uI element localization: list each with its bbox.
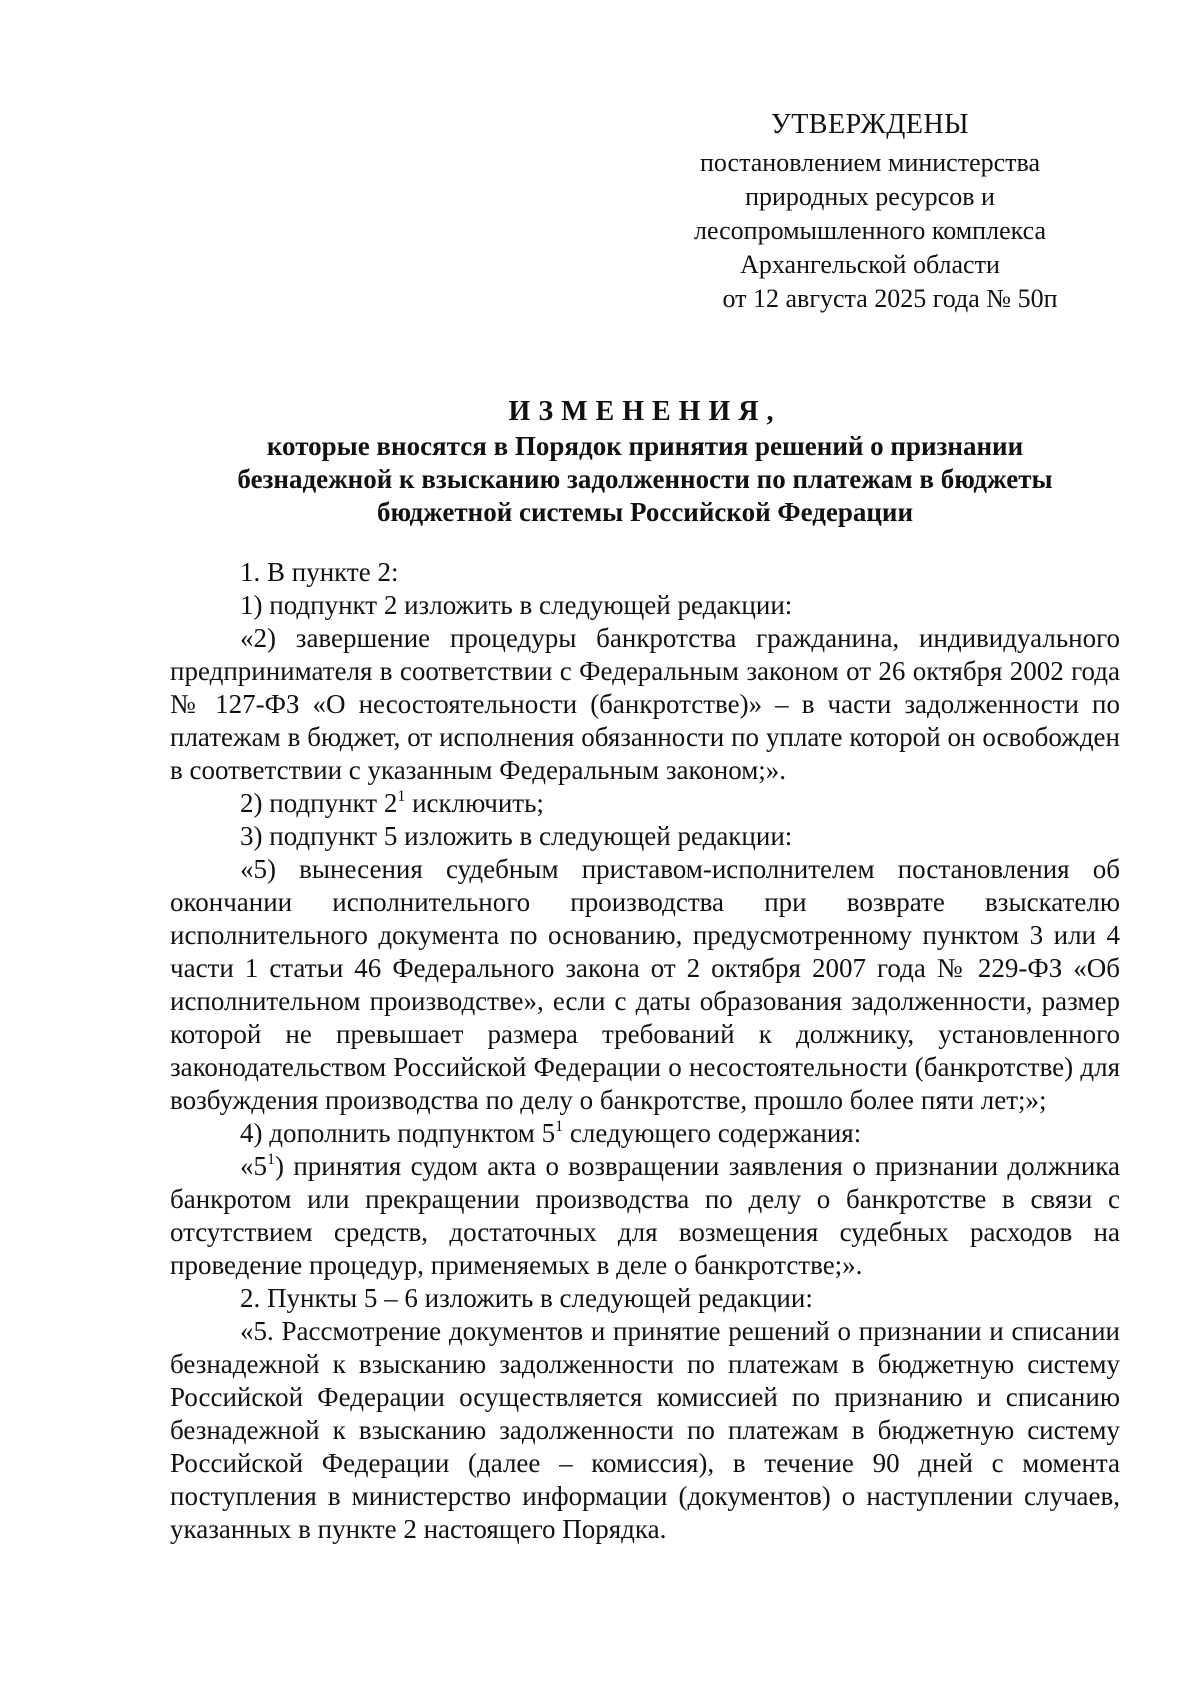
- paragraph-4-text: 2) подпункт 2: [240, 788, 398, 818]
- paragraph-1: 1. В пункте 2:: [240, 557, 399, 587]
- paragraph-6: «5) вынесения судебным приставом-исполнителем постановления об окончании исполнительного производства при возврате взыскателю исполнительного документа по основанию, предусмотренному пунктом 3 или 4 части 1 статьи 46 Федерального закона от 2 октября 2007 года № 229-ФЗ «Об исполнительном производстве», если с даты образования задолженности, размер которой не превышает размера требований к должнику, установленного законодательством Российской Федерации о несостоятельности (банкротстве) для возбуждения производства по делу о банкротстве, прошло более пяти лет;»;: [170, 854, 1120, 1115]
- paragraph-8-text: «5: [240, 1151, 267, 1181]
- superscript: 1: [267, 1151, 275, 1168]
- paragraph-4-tail: исключить;: [405, 788, 544, 818]
- paragraph-7-tail: следующего содержания:: [563, 1118, 862, 1148]
- approval-line-3: лесопромышленного комплекса: [693, 216, 1046, 245]
- paragraph-7-text: 4) дополнить подпунктом 5: [240, 1118, 556, 1148]
- superscript: 1: [555, 1118, 564, 1135]
- heading-line-3: бюджетной системы Российской Федерации: [376, 497, 914, 527]
- document-heading: [170, 395, 1120, 529]
- document-title: ИЗМЕНЕНИЯ,: [508, 396, 782, 427]
- approval-stamp: [640, 108, 1100, 316]
- heading-line-1: которые вносятся в Порядок принятия решений о признании: [266, 431, 1024, 461]
- paragraph-5: 3) подпункт 5 изложить в следующей редакции:: [240, 821, 793, 851]
- document-body: [170, 556, 1120, 1546]
- paragraph-10: «5. Рассмотрение документов и принятие решений о признании и списании безнадежной к взысканию задолженности по платежам в бюджетную систему Российской Федерации осуществляется комиссией по признанию и списанию безнадежной к взысканию задолженности по платежам в бюджетную систему Российской Федерации (далее – комиссия), в течение 90 дней с момента поступления в министерство информации (документов) о наступлении случаев, указанных в пункте 2 настоящего Порядка.: [170, 1316, 1120, 1544]
- approval-date: от 12 августа 2025 года № 50п: [722, 284, 1058, 313]
- paragraph-3: «2) завершение процедуры банкротства гражданина, индивидуального предпринимателя в соответствии с Федеральным законом от 26 октября 2002 года № 127-ФЗ «О несостоятельности (банкротстве)» – в части задолженности по платежам в бюджет, от исполнения обязанности по уплате которой он освобожден в соответствии с указанным Федеральным законом;».: [170, 623, 1120, 785]
- paragraph-9: 2. Пункты 5 – 6 изложить в следующей редакции:: [240, 1283, 813, 1313]
- paragraph-8: [170, 1150, 1120, 1282]
- heading-line-2: безнадежной к взысканию задолженности по платежам в бюджеты: [237, 464, 1053, 494]
- approval-line-4: Архангельской области: [740, 250, 1000, 279]
- paragraph-4: [170, 787, 1120, 820]
- approval-title: УТВЕРЖДЕНЫ: [770, 109, 970, 140]
- paragraph-8-tail: ) принятия судом акта о возвращении заявления о признании должника банкротом или прекращении производства по делу о банкротстве в связи с отсутствием средств, достаточных для возмещения судебных расходов на проведение процедур, применяемых в деле о банкротстве;».: [170, 1151, 1120, 1280]
- superscript: 1: [397, 788, 406, 805]
- approval-line-2: природных ресурсов и: [745, 182, 995, 211]
- paragraph-7: [170, 1117, 1120, 1150]
- approval-line-1: постановлением министерства: [699, 148, 1041, 177]
- paragraph-2: 1) подпункт 2 изложить в следующей редакции:: [240, 590, 793, 620]
